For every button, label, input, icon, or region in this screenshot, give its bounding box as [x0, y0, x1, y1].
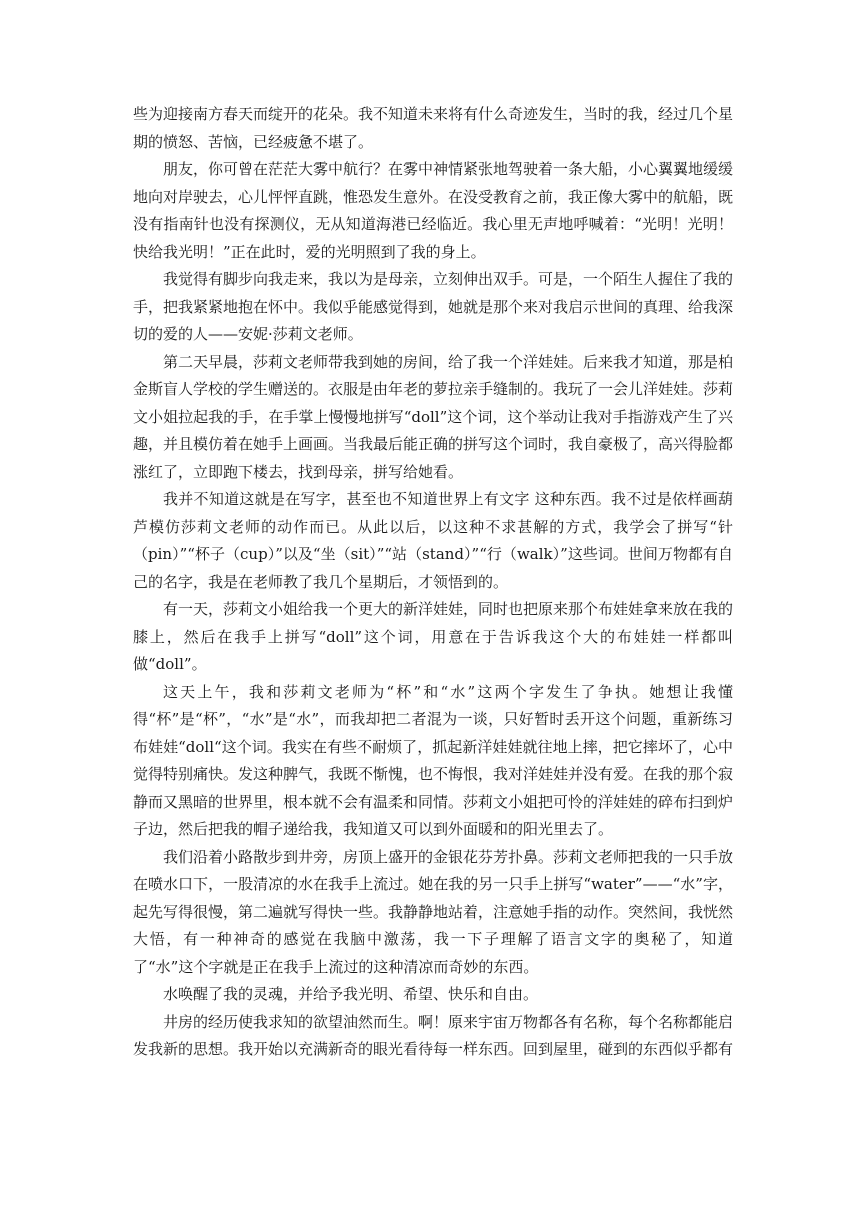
paragraph: 我并不知道这就是在写字，甚至也不知道世界上有文字 这种东西。我不过是依样画葫芦模仿莎莉文老师的动作而已。从此以后，以这种不求甚解的方式，我学会了拼写“针（pin）”“杯子（cup）”以及“坐（sit）”“站（stand）”“行（walk）”这些词。世间万物都有自己的名字，我是在老师教了我几个星期后，才领悟到的。 — [133, 490, 733, 591]
paragraph: 朋友，你可曾在茫茫大雾中航行？在雾中神情紧张地驾驶着一条大船，小心翼翼地缓缓地向对岸驶去，心儿怦怦直跳，惟恐发生意外。在没受教育之前，我正像大雾中的航船，既没有指南针也没有探测仪，无从知道海港已经临近。我心里无声地呼喊着：“光明！光明！快给我光明！”正在此时，爱的光明照到了我的身上。 — [133, 160, 734, 261]
paragraph: 第二天早晨，莎莉文老师带我到她的房间，给了我一个洋娃娃。后来我才知道，那是柏金斯盲人学校的学生赠送的。衣服是由年老的萝拉亲手缝制的。我玩了一会儿洋娃娃。莎莉文小姐拉起我的手，在手掌上慢慢地拼写“doll”这个词，这个举动让我对手指游戏产生了兴趣，并且模仿着在她手上画画。当我最后能正确的拼写这个词时，我自豪极了，高兴得脸都涨红了，立即跑下楼去，找到母亲，拼写给她看。 — [133, 352, 734, 481]
paragraph: 我们沿着小路散步到井旁，房顶上盛开的金银花芬芳扑鼻。莎莉文老师把我的一只手放在喷水口下，一股清凉的水在我手上流过。她在我的另一只手上拼写“water”——“水”字，起先写得很慢，第二遍就写得快一些。我静静地站着，注意她手指的动作。突然间，我恍然大悟，有一种神奇的感觉在我脑中激荡，我一下子理解了语言文字的奥秘了，知道了“水”这个字就是正在我手上流过的这种清凉而奇妙的东西。 — [133, 847, 734, 976]
paragraph: 水唤醒了我的灵魂，并给予我光明、希望、快乐和自由。 — [163, 985, 539, 1003]
paragraph: 些为迎接南方春天而绽开的花朵。我不知道未来将有什么奇迹发生，当时的我，经过几个星期的愤怒、苦恼，已经疲惫不堪了。 — [133, 105, 734, 151]
document-body — [133, 101, 733, 1064]
paragraph: 这天上午，我和莎莉文老师为“杯”和“水”这两个字发生了争执。她想让我懂得“杯”是“杯”，“水”是“水”，而我却把二者混为一谈，只好暂时丢开这个问题，重新练习布娃娃“doll“这个词。我实在有些不耐烦了，抓起新洋娃娃就往地上摔，把它摔坏了，心中觉得特别痛快。发这种脾气，我既不惭愧，也不悔恨，我对洋娃娃并没有爱。在我的那个寂静而又黑暗的世界里，根本就不会有温柔和同情。莎莉文小姐把可怜的洋娃娃的碎布扫到炉子边，然后把我的帽子递给我，我知道又可以到外面暖和的阳光里去了。 — [133, 682, 734, 838]
paragraph: 有一天，莎莉文小姐给我一个更大的新洋娃娃，同时也把原来那个布娃娃拿来放在我的膝上，然后在我手上拼写“doll”这个词，用意在于告诉我这个大的布娃娃一样都叫做“doll”。 — [133, 600, 734, 673]
paragraph: 我觉得有脚步向我走来，我以为是母亲，立刻伸出双手。可是，一个陌生人握住了我的手，把我紧紧地抱在怀中。我似乎能感觉得到，她就是那个来对我启示世间的真理、给我深切的爱的人——安妮·莎莉文老师。 — [133, 270, 734, 343]
paragraph: 井房的经历使我求知的欲望油然而生。啊！原来宇宙万物都各有名称，每个名称都能启发我新的思想。我开始以充满新奇的眼光看待每一样东西。回到屋里，碰到的东西似乎都有 — [133, 1012, 734, 1058]
